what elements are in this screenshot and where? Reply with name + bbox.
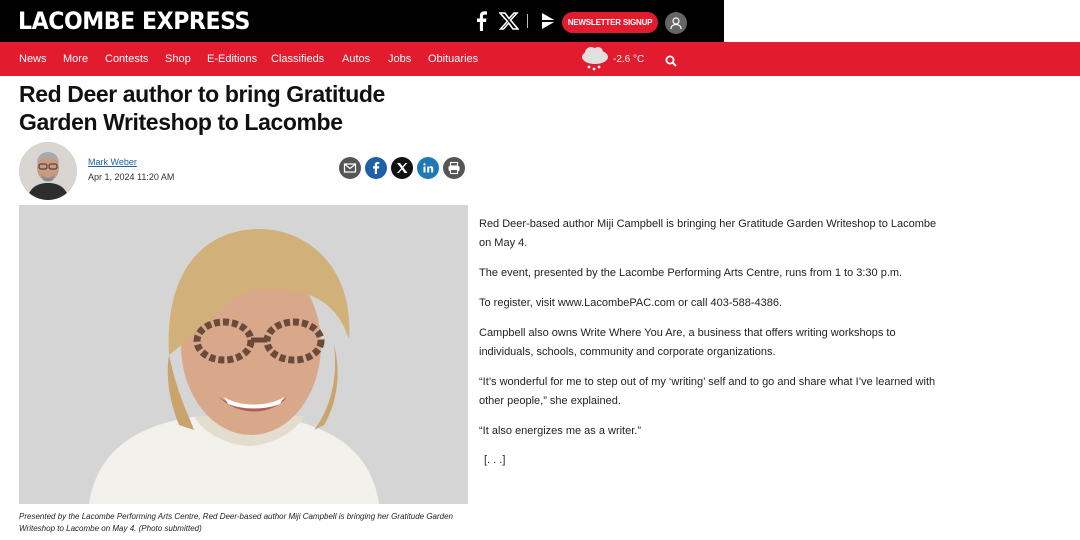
nav-item-more[interactable]: More <box>63 53 89 65</box>
search-icon[interactable] <box>665 55 677 67</box>
paragraph: The event, presented by the Lacombe Performing Arts Centre, runs from 1 to 3:30 p.m. <box>479 267 903 279</box>
site-logo[interactable]: LACOMBE EXPRESS <box>18 7 250 35</box>
paragraph: Red Deer-based author Miji Campbell is bringing her Gratitude Garden Writeshop to Lacombe on May 4. <box>479 218 937 249</box>
user-icon <box>665 12 687 34</box>
account-button[interactable] <box>665 12 687 34</box>
nav-item-news[interactable]: News <box>19 53 47 65</box>
paragraph: “It’s wonderful for me to step out of my ‘writing’ self and to go and share what I’ve learned with other people,” she explained. <box>479 376 936 407</box>
nav-item-classifieds[interactable]: Classifieds <box>271 53 325 65</box>
paragraph: “It also energizes me as a writer.” <box>479 425 642 437</box>
article-body <box>479 215 949 452</box>
main-nav <box>0 42 1080 76</box>
newsletter-signup-button[interactable]: NEWSLETTER SIGNUP <box>562 12 658 33</box>
author-portrait <box>19 205 468 504</box>
share-x-button[interactable] <box>391 157 413 179</box>
snow-cloud-icon <box>580 46 610 72</box>
paragraph: Campbell also owns Write Where You Are, a business that offers writing workshops to individuals, schools, community and corporate organizations. <box>479 327 896 358</box>
x-icon[interactable] <box>499 12 519 30</box>
divider <box>527 14 528 28</box>
nav-item-obituaries[interactable]: Obituaries <box>428 53 479 65</box>
truncation-marker: [. . .] <box>484 454 506 466</box>
play-icon[interactable] <box>541 12 557 32</box>
x-icon <box>391 157 413 179</box>
photo-caption: Presented by the Lacombe Performing Arts Centre, Red Deer-based author Miji Campbell is bringing her Gratitude Garden Writeshop to Lacombe on May 4. (Photo submitted) <box>19 512 453 533</box>
author-link[interactable]: Mark Weber <box>88 157 137 167</box>
share-linkedin-button[interactable] <box>417 157 439 179</box>
paragraph: To register, visit www.LacombePAC.com or call 403-588-4386. <box>479 297 783 309</box>
author-avatar[interactable] <box>19 142 77 200</box>
share-email-button[interactable] <box>339 157 361 179</box>
publish-date: Apr 1, 2024 11:20 AM <box>88 172 175 182</box>
linkedin-icon <box>417 157 439 179</box>
print-button[interactable] <box>443 157 465 179</box>
article-title: Red Deer author to bring Gratitude Garden Writeshop to Lacombe <box>19 81 385 135</box>
nav-item-jobs[interactable]: Jobs <box>388 53 412 65</box>
nav-item-shop[interactable]: Shop <box>165 53 191 65</box>
email-icon <box>339 157 361 179</box>
share-facebook-button[interactable] <box>365 157 387 179</box>
nav-item-e-editions[interactable]: E-Editions <box>207 53 258 65</box>
temperature-readout: -2.6 °C <box>613 54 645 65</box>
facebook-icon[interactable] <box>474 11 488 31</box>
top-bar <box>0 0 724 42</box>
author-photo <box>19 142 77 200</box>
facebook-icon <box>365 157 387 179</box>
printer-icon <box>443 157 465 179</box>
nav-item-contests[interactable]: Contests <box>105 53 149 65</box>
article-photo[interactable] <box>19 205 468 504</box>
nav-item-autos[interactable]: Autos <box>342 53 371 65</box>
